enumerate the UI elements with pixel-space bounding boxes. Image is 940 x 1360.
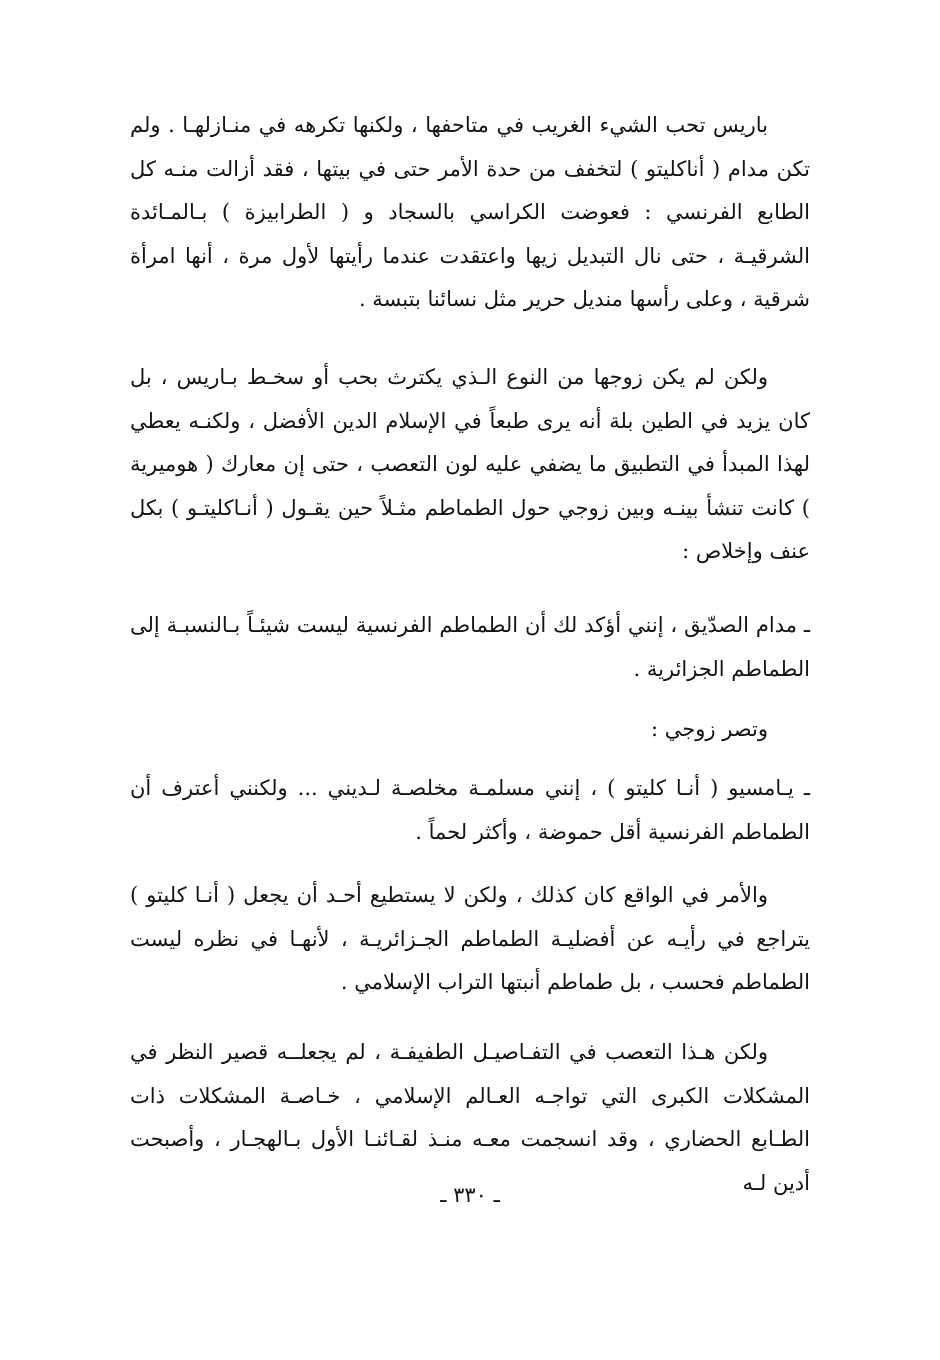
paragraph-5: ولكن هـذا التعصب في التفـاصيـل الطفيفـة ، لم يجعلــه قصير النظر في المشكلات الكبرى التي تواجـه العـالم الإسلامي ، خـاصـة المشكلات ذات الطـابع الحضاري ، وقد انسجمت معـه منـذ لقـائنـا الأول بـالهجـار ، وأصبحت أدين لـه xyxy=(130,1040,810,1195)
dialogue-line-2: ـ يـامسيو ( أنـا كليتو ) ، إنني مسلمـة مخلصـة لـديني ... ولكنني أعترف أن الطماطم الفرنسية أقل حموضة ، وأكثر لحماً . xyxy=(130,776,810,844)
paragraph-1: باريس تحب الشيء الغريب في متاحفها ، ولكنها تكرهه في منـازلهـا . ولم تكن مدام ( أناكليتو ) لتخفف من حدة الأمر حتى في بيتها ، فقد أزالت منـه كل الطابع الفرنسي : فعوضت الكراسي بالسجاد و ( الطرابيزة ) بـالمـائدة الشرقيـة ، حتى نال التبديل زيها واعتقدت عندما رأيتها لأول مرة ، أنها امرأة شرقية ، وعلى رأسها منديل حرير مثل نسائنا بتبسة . xyxy=(130,113,810,311)
page-number: ـ ٣٣٠ ـ xyxy=(440,1183,500,1207)
paragraph-4: والأمر في الواقع كان كذلك ، ولكن لا يستطيع أحـد أن يجعل ( أنـا كليتو ) يتراجع في رأيـه عن أفضليـة الطماطم الجـزائريـة ، لأنهـا في نظره ليست الطماطم فحسب ، بل طماطم أنبتها التراب الإسلامي . xyxy=(130,883,810,994)
paragraph-3: وتصر زوجي : xyxy=(651,717,768,741)
paragraph-2: ولكن لم يكن زوجها من النوع الـذي يكترث بحب أو سخـط بـاريس ، بل كان يزيد في الطين بلة أنه يرى طبعاً في الإسلام الدين الأفضل ، ولكنـه يعطي لهذا المبدأ في التطبيق ما يضفي عليه لون التعصب ، حتى إن معارك ( هوميرية ) كانت تنشأ بينـه وبين زوجي حول الطماطم مثـلاً حين يقـول ( أنـاكليتـو ) بكل عنف وإخلاص : xyxy=(130,365,810,563)
dialogue-line-1: ـ مدام الصدّيق ، إنني أؤكد لك أن الطماطم الفرنسية ليست شيئـاً بـالنسبـة إلى الطماطم الجزائرية . xyxy=(130,613,810,681)
